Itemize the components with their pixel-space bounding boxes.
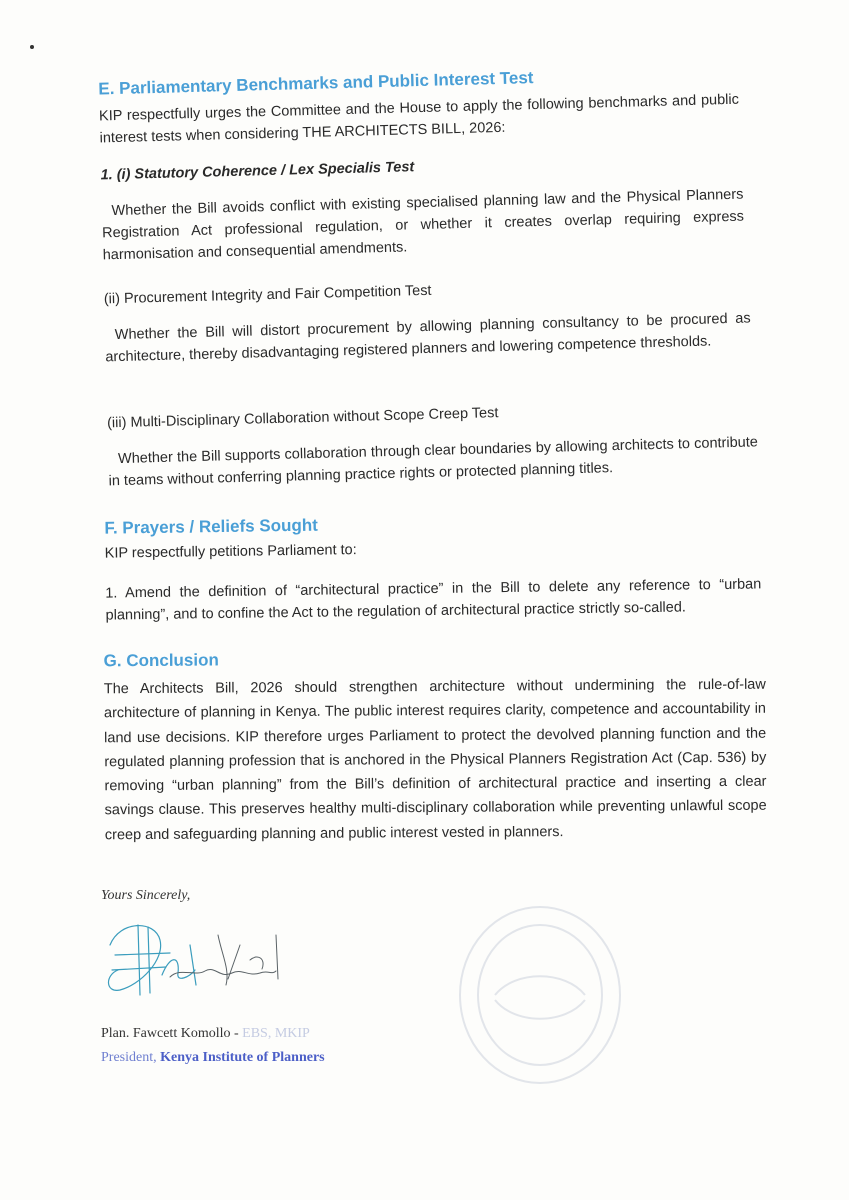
signer-title: President, xyxy=(101,1050,161,1065)
closing-salutation: Yours Sincerely, xyxy=(101,888,191,903)
test-3-title: (iii) Multi-Disciplinary Collaboration without Scope Creep Test xyxy=(106,405,499,432)
signer-credentials: EBS, MKIP xyxy=(242,1026,310,1041)
signer-organization: Kenya Institute of Planners xyxy=(160,1050,325,1065)
page-speck xyxy=(30,45,34,49)
section-e-intro: KIP respectfully urges the Committee and the House to apply the following benchmarks and public interest tests when considering THE ARCHITECTS BILL, 2026: xyxy=(98,91,740,147)
section-g-heading: G. Conclusion xyxy=(103,650,219,671)
signature-image xyxy=(100,915,300,1005)
relief-item-1: 1. Amend the definition of “architectural practice” in the Bill to delete any reference to “urban planning”, and to confine the Act to the regulation of architectural practice strictly so-called. xyxy=(105,576,762,624)
faint-seal-stamp xyxy=(455,900,625,1090)
test-2-title: (ii) Procurement Integrity and Fair Competition Test xyxy=(103,282,432,308)
signer-name: Plan. Fawcett Komollo - xyxy=(101,1026,243,1041)
test-1-body: Whether the Bill avoids conflict with existing specialised planning law and the Physical Planners Registration Act professional regulation, or whether it creates overlap requiring express harmonisation and consequential amendments. xyxy=(101,186,745,264)
conclusion-body: The Architects Bill, 2026 should strengthen architecture without undermining the rule-of-law architecture of planning in Kenya. The public interest requires clarity, competence and accountability in land use decisions. KIP therefore urges Parliament to protect the devolved planning function and the regulated planning profession that is anchored in the Physical Planners Registration Act (Cap. 536) by removing “urban planning” from the Bill’s definition of architectural practice and inserting a clear savings clause. This preserves healthy multi-disciplinary collaboration while preventing unlawful scope creep and safeguarding planning and public interest vested in planners. xyxy=(103,676,767,844)
section-f-intro: KIP respectfully petitions Parliament to: xyxy=(104,542,357,562)
test-1-title: 1. (i) Statutory Coherence / Lex Specialis Test xyxy=(100,159,415,184)
signer-line xyxy=(101,1026,310,1042)
section-f-heading: F. Prayers / Reliefs Sought xyxy=(104,515,319,538)
test-3-body: Whether the Bill supports collaboration through clear boundaries by allowing architects to contribute in teams without conferring planning practice rights or protected planning titles. xyxy=(108,434,759,490)
signer-position xyxy=(101,1050,325,1066)
section-e-heading: E. Parliamentary Benchmarks and Public Interest Test xyxy=(98,68,534,99)
test-2-body: Whether the Bill will distort procurement by allowing planning consultancy to be procured as architecture, thereby disadvantaging registered planners and lowering competence thresholds. xyxy=(105,310,751,366)
